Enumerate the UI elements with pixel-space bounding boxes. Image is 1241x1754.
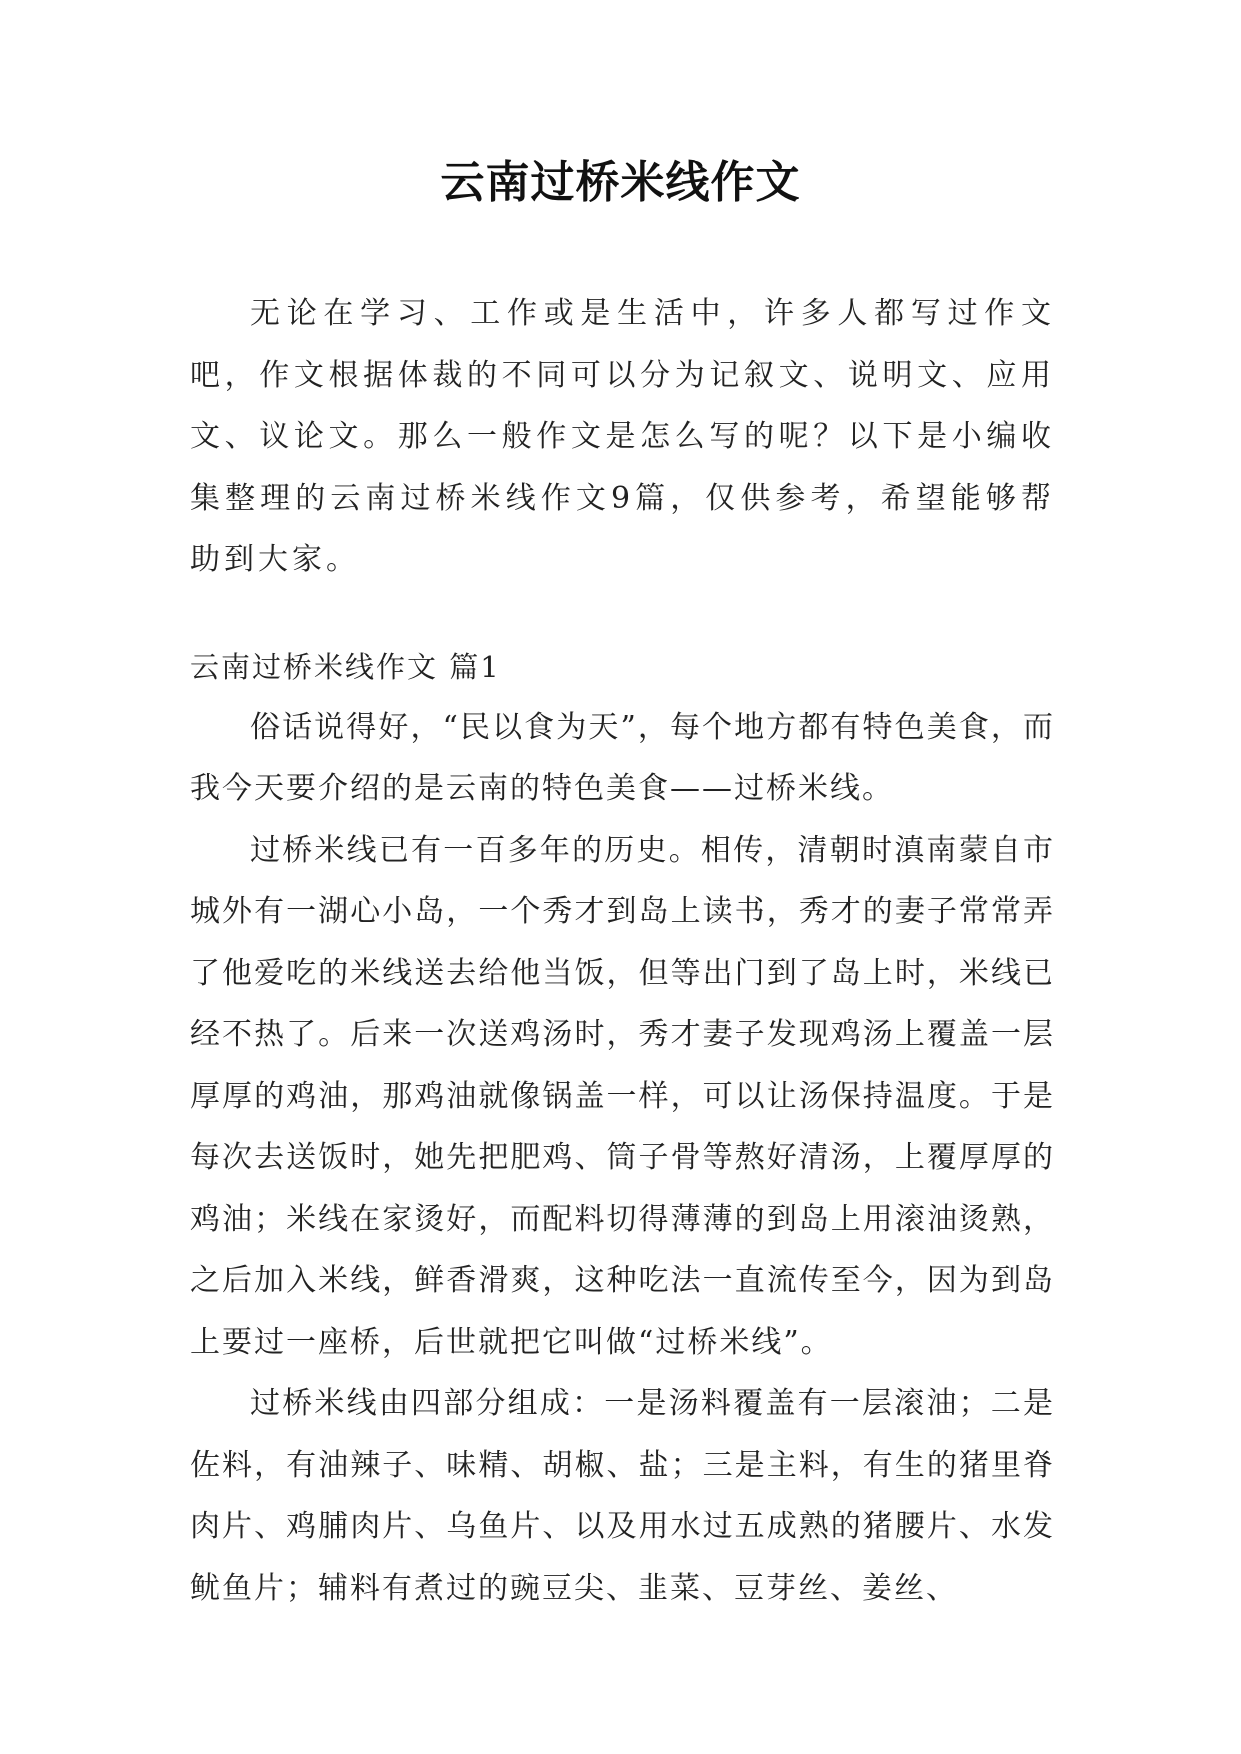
body-paragraph: 过桥米线已有一百多年的历史。相传，清朝时滇南蒙自市城外有一湖心小岛，一个秀才到岛上读书，秀才的妻子常常弄了他爱吃的米线送去给他当饭，但等出门到了岛上时，米线已经不热了。后来一次送鸡汤时，秀才妻子发现鸡汤上覆盖一层厚厚的鸡油，那鸡油就像锅盖一样，可以让汤保持温度。于是每次去送饭时，她先把肥鸡、筒子骨等熬好清汤，上覆厚厚的鸡油；米线在家烫好，而配料切得薄薄的到岛上用滚油烫熟，之后加入米线，鲜香滑爽，这种吃法一直流传至今，因为到岛上要过一座桥，后世就把它叫做“过桥米线”。 [190,832,1055,1360]
section-heading: 云南过桥米线作文 篇1 [190,649,501,684]
intro-paragraph: 无论在学习、工作或是生活中，许多人都写过作文吧，作文根据体裁的不同可以分为记叙文、说明文、应用文、议论文。那么一般作文是怎么写的呢？以下是小编收集整理的云南过桥米线作文9篇，仅供参考，希望能够帮助到大家。 [190,296,1055,577]
document-title: 云南过桥米线作文 [440,157,801,208]
body-paragraph: 过桥米线由四部分组成：一是汤料覆盖有一层滚油；二是佐料，有油辣子、味精、胡椒、盐；三是主料，有生的猪里脊肉片、鸡脯肉片、乌鱼片、以及用水过五成熟的猪腰片、水发鱿鱼片；辅料有煮过的豌豆尖、韭菜、豆芽丝、姜丝、 [190,1386,1055,1606]
document-body [190,283,1055,1619]
body-paragraph: 俗话说得好，“民以食为天”，每个地方都有特色美食，而我今天要介绍的是云南的特色美食——过桥米线。 [190,709,1055,806]
